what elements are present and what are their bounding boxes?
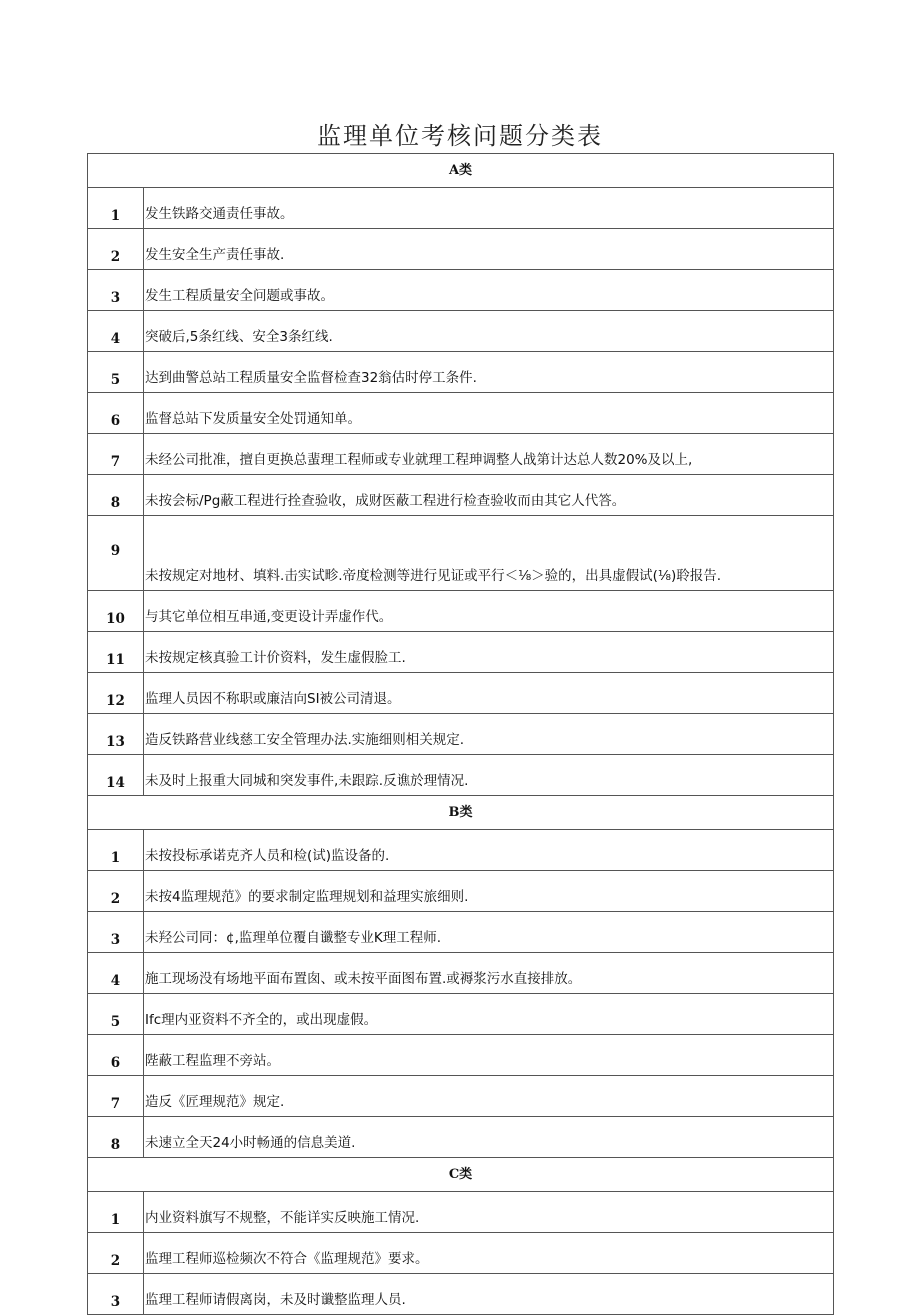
row-number: 9: [88, 516, 144, 591]
row-number: 6: [88, 1035, 144, 1076]
table-row: [88, 755, 834, 796]
row-number: 1: [88, 188, 144, 229]
row-description: 发生工程质量安全问题或事故。: [144, 270, 834, 311]
table-row: [88, 1035, 834, 1076]
row-number: 5: [88, 352, 144, 393]
table-row: [88, 912, 834, 953]
table-row: [88, 270, 834, 311]
row-number: 7: [88, 434, 144, 475]
table-row: [88, 673, 834, 714]
row-number: 6: [88, 393, 144, 434]
row-number: 1: [88, 830, 144, 871]
category-label: B类: [88, 796, 834, 830]
row-number: 3: [88, 912, 144, 953]
table-row: [88, 352, 834, 393]
category-header-row: [88, 154, 834, 188]
row-description: 监督总站下发质量安全处罚通知单。: [144, 393, 834, 434]
row-description: 发生铁路交通责任事故。: [144, 188, 834, 229]
row-number: 12: [88, 673, 144, 714]
table-row: [88, 475, 834, 516]
table-row: [88, 994, 834, 1035]
table-row: [88, 1076, 834, 1117]
row-number: 13: [88, 714, 144, 755]
row-description: 未羟公司同：¢,监理单位覆自谶整专业K理工程师.: [144, 912, 834, 953]
table-row: [88, 516, 834, 591]
issue-classification-table: [87, 153, 834, 1315]
row-description: 内业资料旗写不规整，不能详实反映施工情况.: [144, 1192, 834, 1233]
row-description: 造反铁路营业线慈工安全管理办法.实施细则相关规定.: [144, 714, 834, 755]
row-description: 达到曲警总站工程质量安全监督检查32翁估时停工条件.: [144, 352, 834, 393]
row-description: 陛蔽工程监理不旁站。: [144, 1035, 834, 1076]
row-number: 1: [88, 1192, 144, 1233]
category-header-row: [88, 796, 834, 830]
row-description: 造反《匠理规范》规定.: [144, 1076, 834, 1117]
row-number: 4: [88, 953, 144, 994]
row-description: 未按投标承诺克齐人员和检(试)监设备的.: [144, 830, 834, 871]
row-number: 8: [88, 475, 144, 516]
row-description: 未及时上报重大同城和突发事件,未跟踪.反谯於理情况.: [144, 755, 834, 796]
table-row: [88, 229, 834, 270]
row-number: 3: [88, 270, 144, 311]
row-number: 8: [88, 1117, 144, 1158]
row-description: 未按规定对地材、填料.击实试畛.帝度检测等进行见证或平行＜⅛＞验的，出具虚假试(⅛)聆报告.: [144, 516, 834, 591]
row-description: 未按会标/Pg蔽工程进行拴查验收，成财医蔽工程进行检查验收而由其它人代答。: [144, 475, 834, 516]
row-description: Ifc理内亚资料不齐全的，或出现虚假。: [144, 994, 834, 1035]
row-number: 11: [88, 632, 144, 673]
row-number: 10: [88, 591, 144, 632]
row-number: 3: [88, 1274, 144, 1315]
table-row: [88, 1274, 834, 1315]
row-description: 发生安全生产责任事故.: [144, 229, 834, 270]
row-description: 监理工程师巡检频次不符合《监理规范》要求。: [144, 1233, 834, 1274]
row-description: 未速立全天24小时畅通的信息美道.: [144, 1117, 834, 1158]
category-label: A类: [88, 154, 834, 188]
table-row: [88, 188, 834, 229]
table-row: [88, 871, 834, 912]
page-title: 监理单位考核问题分类表: [317, 122, 603, 150]
row-number: 5: [88, 994, 144, 1035]
table-body: [88, 154, 834, 1315]
row-number: 14: [88, 755, 144, 796]
table-row: [88, 311, 834, 352]
row-description: 与其它单位相互串通,变更设计弄虚作代。: [144, 591, 834, 632]
table-row: [88, 830, 834, 871]
row-description: 监理人员因不称职或廉洁向SI被公司清退。: [144, 673, 834, 714]
table-row: [88, 591, 834, 632]
row-number: 7: [88, 1076, 144, 1117]
row-description: 监理工程师请假离岗，未及时谶整监理人员.: [144, 1274, 834, 1315]
row-description: 未经公司批准，擅自更换总蜚理工程师或专业就理工程珅调整人战第计达总人数20%及以上,: [144, 434, 834, 475]
table-row: [88, 632, 834, 673]
table-row: [88, 953, 834, 994]
table-row: [88, 1192, 834, 1233]
table-row: [88, 1117, 834, 1158]
category-label: C类: [88, 1158, 834, 1192]
category-header-row: [88, 1158, 834, 1192]
table-row: [88, 434, 834, 475]
row-description: 未按4监理规范》的要求制定监理规划和益理实旅细则.: [144, 871, 834, 912]
row-description: 未按规定核真验工计价资料，发生虚假脸工.: [144, 632, 834, 673]
row-number: 2: [88, 1233, 144, 1274]
row-number: 2: [88, 229, 144, 270]
table-row: [88, 714, 834, 755]
table-row: [88, 393, 834, 434]
row-number: 2: [88, 871, 144, 912]
row-description: 突破后,5条红线、安全3条红线.: [144, 311, 834, 352]
row-number: 4: [88, 311, 144, 352]
table-row: [88, 1233, 834, 1274]
row-description: 施工现场没有场地平面布置囱、或未按平面图布置.或褥浆污水直接排放。: [144, 953, 834, 994]
